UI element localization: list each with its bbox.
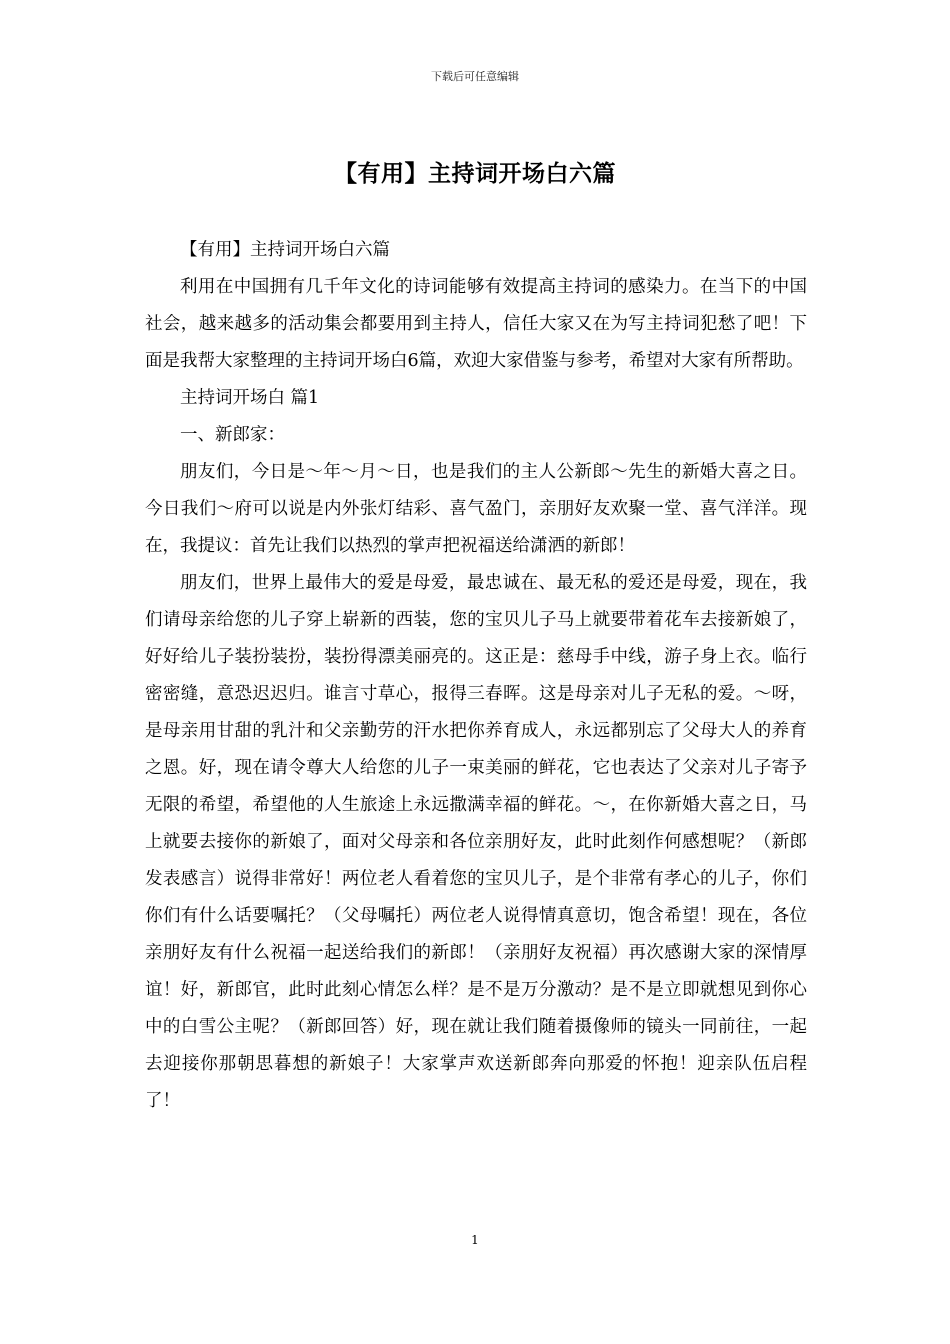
paragraph-subtitle: 【有用】主持词开场白六篇 xyxy=(180,240,390,260)
paragraph: 朋友们，世界上最伟大的爱是母爱，最忠诚在、最无私的爱还是母爱，现在，我们请母亲给您的儿子穿上崭新的西装，您的宝贝儿子马上就要带着花车去接新娘了，好好给儿子装扮装扮，装扮得漂美丽亮的。这正是：慈母手中线，游子身上衣。临行密密缝，意恐迟迟归。谁言寸草心，报得三春晖。这是母亲对儿子无私的爱。～呀，是母亲用甘甜的乳汁和父亲勤劳的汗水把你养育成人，永远都别忘了父母大人的养育之恩。好，现在请令尊大人给您的儿子一束美丽的鲜花，它也表达了父亲对儿子寄予无限的希望，希望他的人生旅途上永远撒满幸福的鲜花。～，在你新婚大喜之日，马上就要去接你的新娘了，面对父母亲和各位亲朋好友，此时此刻作何感想呢？（新郎发表感言）说得非常好！两位老人看着您的宝贝儿子，是个非常有孝心的儿子，你们你们有什么话要嘱托？（父母嘱托）两位老人说得情真意切，饱含希望！现在，各位亲朋好友有什么祝福一起送给我们的新郎！（亲朋好友祝福）再次感谢大家的深情厚谊！好，新郎官，此时此刻心情怎么样？是不是万分激动？是不是立即就想见到你心中的白雪公主呢？（新郎回答）好，现在就让我们随着摄像师的镜头一同前往，一起去迎接你那朝思暮想的新娘子！大家掌声欢送新郎奔向那爱的怀抱！迎亲队伍启程了！ xyxy=(145,573,807,1111)
subsection-heading: 一、新郎家： xyxy=(180,425,285,445)
section-heading: 主持词开场白 篇1 xyxy=(180,388,320,408)
page-header-note: 下载后可任意编辑 xyxy=(431,70,519,83)
document-body xyxy=(145,232,807,1120)
paragraph: 朋友们，今日是～年～月～日，也是我们的主人公新郎～先生的新婚大喜之日。今日我们～府可以说是内外张灯结彩、喜气盈门，亲朋好友欢聚一堂、喜气洋洋。现在，我提议：首先让我们以热烈的掌声把祝福送给潇洒的新郎！ xyxy=(145,462,807,556)
paragraph-intro: 利用在中国拥有几千年文化的诗词能够有效提高主持词的感染力。在当下的中国社会，越来越多的活动集会都要用到主持人，信任大家又在为写主持词犯愁了吧！下面是我帮大家整理的主持词开场白6篇，欢迎大家借鉴与参考，希望对大家有所帮助。 xyxy=(145,277,807,371)
document-title: 【有用】主持词开场白六篇 xyxy=(334,160,616,187)
page-number: 1 xyxy=(471,1233,479,1247)
